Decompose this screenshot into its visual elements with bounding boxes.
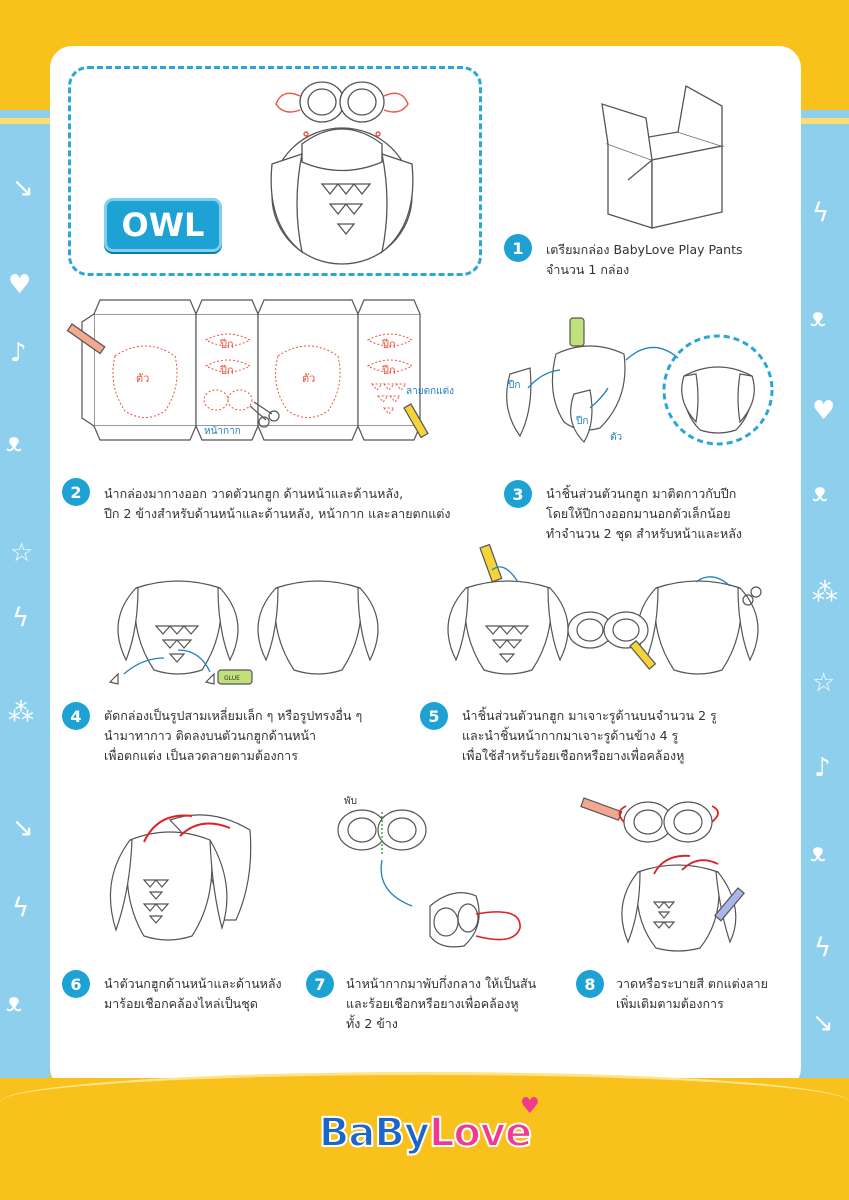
lightning-icon: ϟ <box>814 933 832 963</box>
mask-label: หน้ากาก <box>204 426 241 437</box>
dots-icon: ⁂ <box>8 698 34 728</box>
step-4-text: ตัดกล่องเป็นรูปสามเหลี่ยมเล็ก ๆ หรือรูปทรงอื่น ๆ นำมาทากาว ติดลงบนตัวนกฮูกด้านหน้า เพื่อตกแต่ง เป็นลวดลายตามต้องการ <box>104 708 363 763</box>
glue-wings-illustration <box>500 318 780 450</box>
owl-title-badge: OWL <box>104 198 222 252</box>
step-5-number: 5 <box>420 702 448 730</box>
step-8-number: 8 <box>576 970 604 998</box>
decorate-triangles-illustration <box>106 574 376 690</box>
lightning-icon: ϟ <box>12 603 30 633</box>
step-7-text: นำหน้ากากมาพับกึ่งกลาง ให้เป็นสัน และร้อยเชือกหรือยางเพื่อคล้องหู ทั้ง 2 ข้าง <box>346 976 537 1031</box>
decor-label: ลายตกแต่ง <box>406 386 454 397</box>
wing-label: ปีก <box>508 380 521 391</box>
owl-preview-illustration <box>262 74 422 266</box>
star-icon: ☆ <box>10 538 34 568</box>
left-side-panel <box>0 110 50 1090</box>
wing-label: ปีก <box>220 364 234 377</box>
step-2-text: นำกล่องมากางออก วาดตัวนกฮูก ด้านหน้าและด้านหลัง, ปีก 2 ข้างสำหรับด้านหน้าและด้านหลัง, หน้ากาก และลายตกแต่ง <box>104 486 451 521</box>
arrow-doodle-icon: ↘ <box>12 813 34 843</box>
music-note-icon: ♪ <box>814 753 831 783</box>
glue-label: GLUE <box>224 675 240 682</box>
wing-label: ปีก <box>382 364 396 377</box>
heart-icon: ♥ <box>8 270 32 300</box>
wing-label: ปีก <box>382 338 396 351</box>
fold-mask-illustration <box>336 796 536 960</box>
babylove-logo <box>300 1098 550 1168</box>
heart-icon: ♥ <box>812 396 836 426</box>
star-icon: ☆ <box>812 668 836 698</box>
heart-icon: ♥ <box>520 1094 540 1119</box>
bear-face-icon: ᴥ <box>812 478 828 508</box>
step-6-text: นำตัวนกฮูกด้านหน้าและด้านหลัง มาร้อยเชือกคล้องไหล่เป็นชุด <box>104 976 282 1011</box>
body-label: ตัว <box>610 432 623 443</box>
wing-label: ปีก <box>576 416 589 427</box>
cardboard-box-illustration <box>598 76 732 230</box>
step-6-number: 6 <box>62 970 90 998</box>
body-label: ตัว <box>302 372 316 385</box>
arrow-doodle-icon: ↘ <box>12 173 34 203</box>
wing-label: ปีก <box>220 338 234 351</box>
unfolded-box-illustration <box>70 296 454 456</box>
step-8-text: วาดหรือระบายสี ตกแต่งลาย เพิ่มเติมตามต้องการ <box>616 976 768 1011</box>
step-3-text: นำชิ้นส่วนตัวนกฮูก มาติดกาวกับปีก โดยให้ปีกางออกมานอกตัวเล็กน้อย ทำจำนวน 2 ชุด สำหรับหน้าและหลัง <box>546 486 742 541</box>
cat-face-icon: ᴥ <box>6 988 22 1018</box>
lightning-icon: ϟ <box>812 198 830 228</box>
step-2-number: 2 <box>62 478 90 506</box>
cat-face-icon: ᴥ <box>810 838 826 868</box>
lightning-icon: ϟ <box>12 893 30 923</box>
step-7-number: 7 <box>306 970 334 998</box>
step-1-number: 1 <box>504 234 532 262</box>
logo-wordmark: BaByLove <box>318 1110 532 1156</box>
step-1-text: เตรียมกล่อง BabyLove Play Pants จำนวน 1 กล่อง <box>546 242 743 277</box>
body-label: ตัว <box>136 372 150 385</box>
string-shoulder-illustration <box>100 800 260 948</box>
punch-holes-illustration <box>430 546 776 690</box>
dots-icon: ⁂ <box>812 578 838 608</box>
cat-face-icon: ᴥ <box>6 428 22 458</box>
animal-face-icon: ᴥ <box>810 303 826 333</box>
step-4-number: 4 <box>62 702 90 730</box>
arrow-doodle-icon: ↘ <box>812 1008 834 1038</box>
step-5-text: นำชิ้นส่วนตัวนกฮูก มาเจาะรูด้านบนจำนวน 2 รู และนำชิ้นหน้ากากมาเจาะรูด้านข้าง 4 รู เพื่อใช้สำหรับร้อยเชือกหรือยางเพื่อคล้องหู <box>462 708 717 763</box>
color-decorate-illustration <box>578 792 778 954</box>
step-3-number: 3 <box>504 480 532 508</box>
fold-label: พับ <box>344 796 357 807</box>
music-note-icon: ♪ <box>10 338 27 368</box>
